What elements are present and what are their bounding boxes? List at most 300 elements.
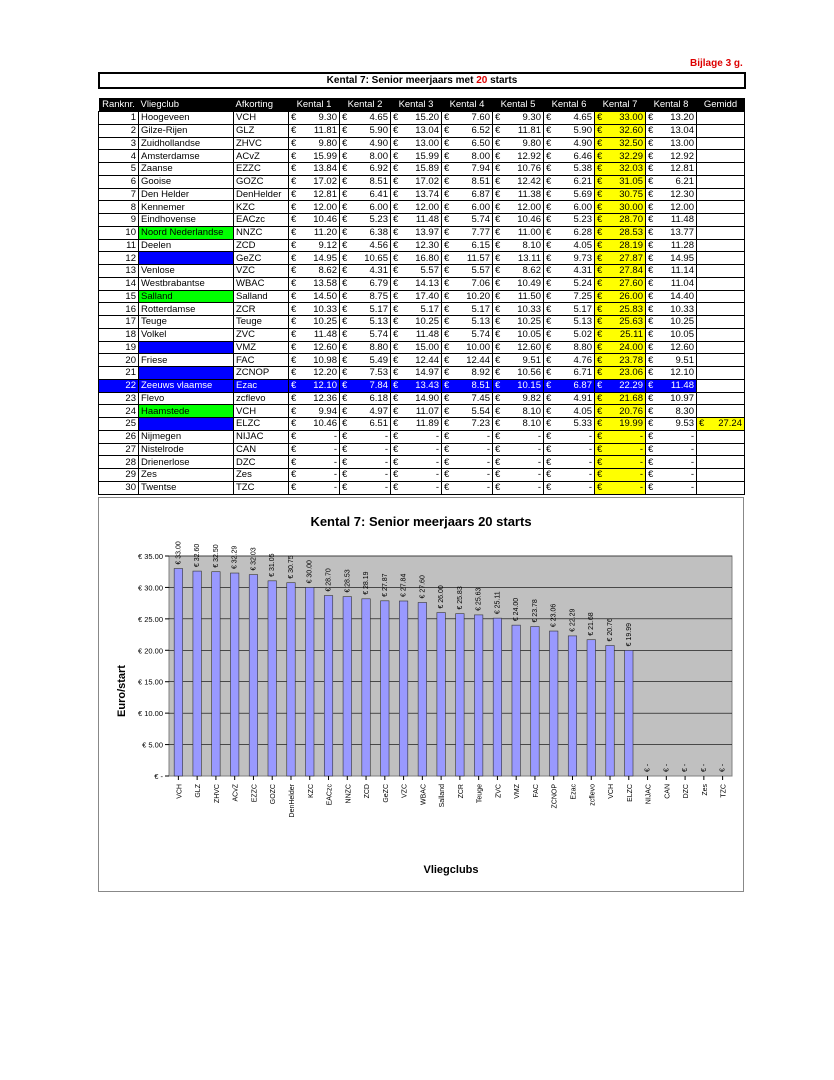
kental-value: - (435, 431, 439, 443)
currency-symbol: € (393, 354, 399, 366)
kental-cell (646, 163, 697, 176)
table-row (99, 201, 745, 214)
kental-value: 14.97 (415, 367, 439, 379)
currency-symbol: € (648, 239, 654, 251)
kental-cell (493, 481, 544, 494)
currency-symbol: € (597, 188, 603, 200)
kental-cell (289, 469, 340, 482)
kental-value: - (537, 482, 541, 494)
kental-value: 12.00 (517, 201, 541, 213)
kental-value: 27.84 (619, 265, 643, 277)
currency-symbol: € (291, 392, 297, 404)
kental-cell (544, 418, 595, 431)
column-header: Afkorting (234, 98, 289, 112)
club-cell: Nistelrode (139, 443, 234, 456)
data-label: € 27.84 (400, 573, 408, 598)
bar (249, 575, 257, 776)
average-cell (697, 290, 745, 303)
currency-symbol: € (393, 303, 399, 315)
kental-value: - (333, 443, 337, 455)
kental-value: 16.80 (415, 252, 439, 264)
club-cell: Rotterdamse (139, 303, 234, 316)
kental-value: 21.68 (619, 392, 643, 404)
currency-symbol: € (342, 405, 348, 417)
currency-symbol: € (597, 392, 603, 404)
kental-value: 11.57 (466, 252, 490, 264)
data-label: € 24.00 (513, 597, 521, 622)
kental-value: 5.17 (369, 303, 388, 315)
bar (568, 636, 576, 776)
abbr-cell: DZC (234, 456, 289, 469)
average-cell (697, 379, 745, 392)
currency-symbol: € (495, 392, 501, 404)
kental-value: 12.20 (313, 367, 337, 379)
kental-cell (289, 316, 340, 329)
average-cell (697, 150, 745, 163)
kental-value: - (333, 482, 337, 494)
kental-value: 9.73 (573, 252, 592, 264)
club-cell: Zuidhollandse (139, 137, 234, 150)
kental-value: 6.46 (573, 150, 592, 162)
data-label: € 28.53 (344, 569, 352, 593)
kental-cell (340, 175, 391, 188)
kental-cell (391, 456, 442, 469)
kental-value: - (639, 443, 643, 455)
club-cell: Flevo (139, 392, 234, 405)
kental-value: 10.05 (517, 329, 541, 341)
kental-cell (442, 469, 493, 482)
kental-cell (544, 265, 595, 278)
kental-cell (340, 430, 391, 443)
x-tick-label: ZVC (495, 784, 503, 798)
title-number: 20 (476, 75, 488, 86)
kental-cell (493, 418, 544, 431)
kental-cell (544, 214, 595, 227)
club-cell: Gelderse (139, 252, 234, 265)
kental-cell (493, 469, 544, 482)
x-tick-label: ELZC (626, 784, 634, 802)
kental-cell (646, 367, 697, 380)
kental-value: 12.92 (670, 150, 694, 162)
currency-symbol: € (648, 125, 654, 137)
x-tick-label: FAC (532, 784, 540, 798)
currency-symbol: € (291, 456, 297, 468)
average-cell (697, 367, 745, 380)
club-cell: Friese (139, 354, 234, 367)
average-cell (697, 265, 745, 278)
average-cell (697, 175, 745, 188)
currency-symbol: € (291, 303, 297, 315)
kental-value: 12.92 (517, 150, 541, 162)
currency-symbol: € (393, 188, 399, 200)
kental-cell (391, 163, 442, 176)
kental-value: 6.21 (573, 176, 592, 188)
currency-symbol: € (291, 354, 297, 366)
data-label: € 27.87 (381, 573, 389, 597)
currency-symbol: € (546, 265, 552, 277)
currency-symbol: € (393, 252, 399, 264)
kental-value: 6.18 (369, 392, 388, 404)
kental-value: 4.97 (369, 405, 388, 417)
kental-cell (391, 214, 442, 227)
kental-value: 10.97 (670, 392, 694, 404)
kental-value: 10.76 (517, 163, 541, 175)
kental-value: 14.95 (670, 252, 694, 264)
rank-cell: 6 (99, 175, 139, 188)
club-cell: Zuid Limburgse (139, 418, 234, 431)
currency-symbol: € (291, 316, 297, 328)
kental-value: - (639, 456, 643, 468)
currency-symbol: € (648, 456, 654, 468)
currency-symbol: € (291, 239, 297, 251)
table-row (99, 226, 745, 239)
kental-value: 33.00 (619, 112, 643, 124)
currency-symbol: € (546, 380, 552, 392)
kental-value: - (384, 443, 388, 455)
x-tick-label: ZCD (364, 784, 372, 799)
kental-value: - (588, 482, 592, 494)
kental-cell (289, 277, 340, 290)
data-label: € 23.78 (531, 599, 539, 623)
x-tick-label: zcflevo (589, 784, 597, 806)
average-cell (697, 214, 745, 227)
kental-cell (493, 175, 544, 188)
average-cell (697, 239, 745, 252)
kental-cell (493, 150, 544, 163)
currency-symbol: € (393, 201, 399, 213)
kental-cell (595, 430, 646, 443)
currency-symbol: € (546, 290, 552, 302)
kental-cell (391, 201, 442, 214)
table-row (99, 214, 745, 227)
kental-cell (493, 341, 544, 354)
kental-cell (442, 443, 493, 456)
rank-cell: 30 (99, 481, 139, 494)
kental-value: 14.50 (313, 290, 337, 302)
kental-cell (544, 367, 595, 380)
kental-value: 6.52 (471, 125, 490, 137)
kental-cell (595, 443, 646, 456)
currency-symbol: € (597, 239, 603, 251)
kental-cell (595, 469, 646, 482)
kental-cell (595, 201, 646, 214)
kental-cell (544, 341, 595, 354)
kental-value: 9.80 (522, 137, 541, 149)
x-tick-label: Ezac (570, 784, 578, 800)
kental-cell (391, 175, 442, 188)
kental-cell (544, 150, 595, 163)
abbr-cell: GeZC (234, 252, 289, 265)
kental-cell (340, 137, 391, 150)
currency-symbol: € (444, 316, 450, 328)
currency-symbol: € (393, 482, 399, 494)
average-cell (697, 418, 745, 431)
bar (512, 625, 520, 776)
currency-symbol: € (495, 482, 501, 494)
currency-symbol: € (444, 443, 450, 455)
table-row (99, 443, 745, 456)
column-header: Kental 3 (391, 98, 442, 112)
currency-symbol: € (648, 482, 654, 494)
kental-cell (289, 418, 340, 431)
currency-symbol: € (291, 214, 297, 226)
kental-cell (595, 456, 646, 469)
currency-symbol: € (597, 405, 603, 417)
average-cell (697, 469, 745, 482)
abbr-cell: VCH (234, 405, 289, 418)
kental-cell (391, 188, 442, 201)
rank-cell: 12 (99, 252, 139, 265)
ranking-table (98, 98, 745, 495)
currency-symbol: € (648, 214, 654, 226)
kental-value: 11.04 (670, 278, 694, 290)
kental-cell (493, 188, 544, 201)
table-row (99, 354, 745, 367)
currency-symbol: € (546, 469, 552, 481)
column-header: Gemidd (697, 98, 745, 112)
rank-cell: 24 (99, 405, 139, 418)
currency-symbol: € (495, 278, 501, 290)
kental-value: - (486, 456, 490, 468)
kental-cell (595, 290, 646, 303)
kental-cell (391, 303, 442, 316)
currency-symbol: € (393, 329, 399, 341)
currency-symbol: € (393, 125, 399, 137)
table-row (99, 481, 745, 494)
kental-value: 7.84 (369, 380, 388, 392)
currency-symbol: € (546, 431, 552, 443)
currency-symbol: € (444, 201, 450, 213)
kental-cell (391, 430, 442, 443)
kental-value: 11.00 (517, 227, 541, 239)
currency-symbol: € (597, 341, 603, 353)
abbr-cell: Salland (234, 290, 289, 303)
currency-symbol: € (291, 163, 297, 175)
kental-cell (442, 418, 493, 431)
kental-cell (340, 239, 391, 252)
x-tick-label: KZC (307, 784, 315, 798)
kental-cell (646, 188, 697, 201)
kental-cell (340, 303, 391, 316)
kental-cell (289, 379, 340, 392)
kental-cell (493, 430, 544, 443)
currency-symbol: € (495, 176, 501, 188)
column-header: Kental 7 (595, 98, 646, 112)
currency-symbol: € (393, 405, 399, 417)
kental-value: 12.36 (313, 392, 337, 404)
club-cell: Gilze-Rijen (139, 124, 234, 137)
kental-value: - (486, 482, 490, 494)
currency-symbol: € (648, 265, 654, 277)
kental-value: - (639, 431, 643, 443)
x-tick-label: GOZC (270, 784, 278, 805)
currency-symbol: € (393, 316, 399, 328)
kental-cell (493, 392, 544, 405)
currency-symbol: € (648, 303, 654, 315)
average-cell (697, 201, 745, 214)
kental-value: 5.38 (573, 163, 592, 175)
table-row (99, 265, 745, 278)
currency-symbol: € (291, 265, 297, 277)
kental-cell (442, 316, 493, 329)
abbr-cell: GLZ (234, 124, 289, 137)
x-tick-label: NNZC (345, 784, 353, 804)
kental-cell (493, 316, 544, 329)
table-row (99, 303, 745, 316)
rank-cell: 7 (99, 188, 139, 201)
kental-value: 10.25 (415, 316, 439, 328)
table-row (99, 405, 745, 418)
kental-value: - (690, 431, 694, 443)
kental-value: 15.20 (415, 112, 439, 124)
table-header-row (99, 98, 745, 112)
currency-symbol: € (342, 290, 348, 302)
column-header: Kental 1 (289, 98, 340, 112)
kental-value: 5.24 (573, 278, 592, 290)
kental-value: 13.97 (415, 227, 439, 239)
currency-symbol: € (495, 354, 501, 366)
kental-cell (391, 392, 442, 405)
currency-symbol: € (597, 201, 603, 213)
average-cell (697, 188, 745, 201)
currency-symbol: € (597, 316, 603, 328)
kental-value: 32.50 (619, 137, 643, 149)
kental-cell (442, 405, 493, 418)
kental-cell (391, 239, 442, 252)
kental-value: 10.00 (466, 341, 490, 353)
currency-symbol: € (648, 469, 654, 481)
kental-value: 25.11 (619, 329, 643, 341)
currency-symbol: € (444, 125, 450, 137)
club-cell: Zeeuws vlaamse (139, 379, 234, 392)
club-cell: Deelen (139, 239, 234, 252)
kental-value: 8.51 (471, 380, 490, 392)
kental-cell (289, 150, 340, 163)
kental-value: 5.23 (369, 214, 388, 226)
kental-cell (493, 277, 544, 290)
currency-symbol: € (495, 418, 501, 430)
table-row (99, 456, 745, 469)
table-row (99, 150, 745, 163)
currency-symbol: € (546, 443, 552, 455)
kental-cell (442, 163, 493, 176)
kental-cell (595, 124, 646, 137)
kental-value: 4.65 (573, 112, 592, 124)
kental-value: 5.54 (471, 405, 490, 417)
kental-cell (646, 354, 697, 367)
kental-value: 4.31 (573, 265, 592, 277)
currency-symbol: € (597, 176, 603, 188)
currency-symbol: € (597, 227, 603, 239)
kental-cell (595, 265, 646, 278)
kental-value: 11.48 (670, 214, 694, 226)
kental-cell (595, 112, 646, 125)
kental-cell (493, 226, 544, 239)
kental-cell (442, 430, 493, 443)
kental-cell (442, 379, 493, 392)
column-header: Vliegclub (139, 98, 234, 112)
kental-value: 8.75 (369, 290, 388, 302)
bar (306, 587, 314, 776)
kental-cell (595, 367, 646, 380)
abbr-cell: Teuge (234, 316, 289, 329)
kental-value: 10.33 (517, 303, 541, 315)
kental-value: 20.76 (619, 405, 643, 417)
table-row (99, 175, 745, 188)
kental-value: 12.60 (670, 341, 694, 353)
data-label: € 32.03 (250, 547, 258, 571)
kental-cell (493, 214, 544, 227)
kental-value: 6.00 (369, 201, 388, 213)
kental-cell (544, 226, 595, 239)
kental-cell (646, 290, 697, 303)
kental-value: 4.65 (369, 112, 388, 124)
kental-cell (544, 456, 595, 469)
currency-symbol: € (393, 392, 399, 404)
bar (493, 618, 501, 776)
kental-cell (391, 112, 442, 125)
currency-symbol: € (597, 354, 603, 366)
currency-symbol: € (393, 290, 399, 302)
kental-value: 9.53 (675, 418, 694, 430)
kental-cell (544, 469, 595, 482)
kental-value: - (333, 456, 337, 468)
currency-symbol: € (342, 380, 348, 392)
kental-value: 14.13 (415, 278, 439, 290)
kental-cell (646, 226, 697, 239)
kental-value: - (537, 456, 541, 468)
kental-value: - (588, 469, 592, 481)
data-label: € 31.05 (269, 553, 277, 577)
kental-cell (391, 443, 442, 456)
club-cell: Midden Zeeland (139, 341, 234, 354)
currency-symbol: € (597, 265, 603, 277)
currency-symbol: € (546, 125, 552, 137)
kental-value: 9.82 (522, 392, 541, 404)
average-cell (697, 405, 745, 418)
kental-value: 5.02 (573, 329, 592, 341)
kental-cell (442, 188, 493, 201)
kental-cell (391, 290, 442, 303)
kental-cell (340, 188, 391, 201)
appendix-label: Bijlage 3 g. (690, 58, 743, 69)
data-label: € 27.60 (419, 575, 427, 599)
currency-symbol: € (342, 163, 348, 175)
currency-symbol: € (495, 380, 501, 392)
currency-symbol: € (291, 443, 297, 455)
kental-cell (289, 481, 340, 494)
kental-cell (544, 112, 595, 125)
currency-symbol: € (342, 469, 348, 481)
kental-cell (493, 112, 544, 125)
kental-cell (646, 379, 697, 392)
kental-value: 12.00 (415, 201, 439, 213)
currency-symbol: € (648, 329, 654, 341)
kental-cell (340, 290, 391, 303)
abbr-cell: FAC (234, 354, 289, 367)
currency-symbol: € (342, 316, 348, 328)
kental-cell (493, 239, 544, 252)
kental-cell (391, 124, 442, 137)
currency-symbol: € (495, 290, 501, 302)
kental-value: 4.76 (573, 354, 592, 366)
kental-cell (289, 456, 340, 469)
kental-value: - (384, 431, 388, 443)
currency-symbol: € (648, 341, 654, 353)
currency-symbol: € (444, 341, 450, 353)
kental-cell (340, 277, 391, 290)
currency-symbol: € (444, 150, 450, 162)
